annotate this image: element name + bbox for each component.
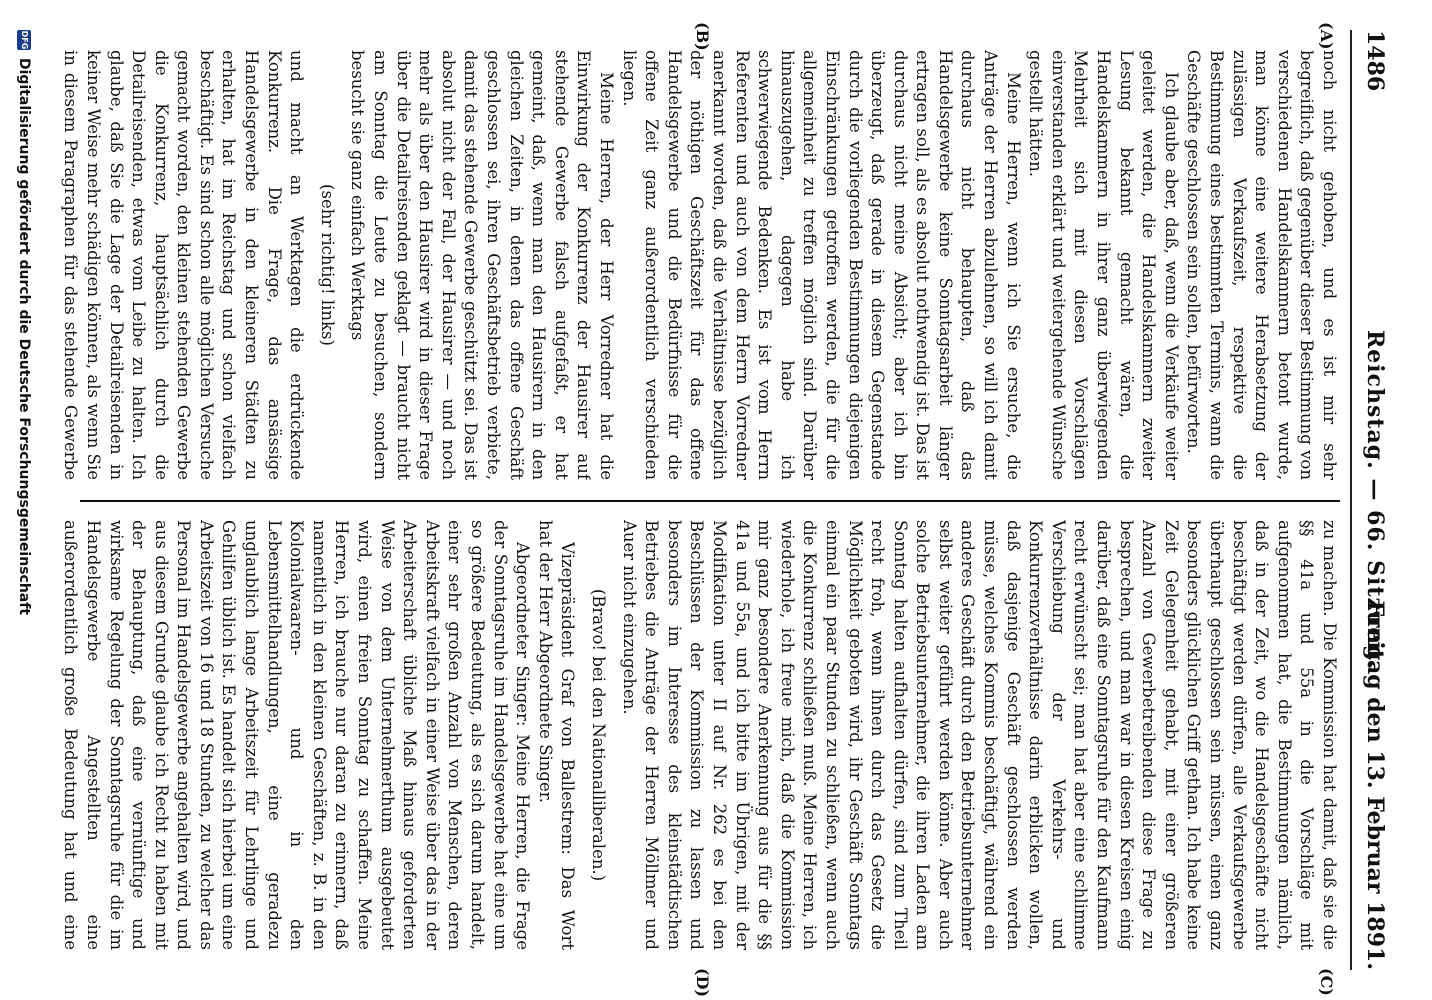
- margin-mark-d: (D): [693, 968, 712, 998]
- dfg-logo: DFG: [17, 30, 31, 50]
- credit-text: Digitalisierung gefördert durch die Deutsche Forschungsgemeinschaft: [16, 58, 32, 616]
- margin-mark-b: (B): [693, 22, 712, 51]
- running-head: Reichstag. — 66. Sitzung.: [1362, 329, 1388, 671]
- paragraph: zu machen. Die Kommission hat damit, daß sie die §§ 41a und 55a in die Vorschläge mit aufgenommen hat, die Bestimmungen nämlich, daß in der Zeit, wo die Handelsgeschäfte nicht beschäftigt werden dürfen, alle Verkaufsgewerbe überhaupt geschlossen sein müssen, einen ganz besonders glücklichen Griff gethan. Ich habe keine Zeit Gelegenheit gehabt, mit einer größeren Anzahl von Gewerbetreibenden diese Frage zu besprechen, und man war in diesen Kreisen einig darüber, daß eine Sonntagsruhe für den Kaufmann recht erwünscht sei; man hat aber eine schlimme Verschiebung der Verkehrs- und Konkurrenzverhältnisse darin erblicken wollen, daß dasjenige Geschäft geschlossen werden müsse, welches Kommis beschäftigt, während ein anderes Geschäft durch den Betriebsunternehmer selbst weiter geführt werden könne. Aber auch solche Betriebsunternehmer, die ihren Laden am Sonntag halten aufhalten dürfen, sind zum Theil recht froh, wenn ihnen durch das Gesetz die Möglichkeit geboten wird, ihr Geschäft Sonntags einmal ein paar Stunden zu schließen, wenn auch die Konkurrenz schließen muß. Meine Herren, ich wiederhole, ich freue mich, daß die Kommission mir ganz besondere Anerkennung aus für die §§ 41a und 55a, und ich bitte im Übrigen, mit der Modifikation unter II auf Nr. 262 es bei den Beschlüssen der Kommission zu lassen und besonders im Interesse des kleinstädtischen Betriebes die Anträge der Herren Möllmer und Auer nicht einzugehen.: [619, 520, 1339, 950]
- paragraph: Vizepräsident Graf von Ballestrem: Das Wort hat der Herr Abgeordnete Singer.: [535, 520, 578, 950]
- date-line: Freitag den 13. Februar 1891.: [1362, 600, 1388, 970]
- column-divider: [80, 500, 1340, 502]
- left-column: [60, 50, 1340, 480]
- paragraph: Meine Herren, der Herr Vorredner hat die Einwirkung der Konkurrenz der Hausirer auf stehende Gewerbe falsch aufgefaßt, er hat gemeint, daß, wenn man den Hausirern in den gleichen Zeiten, in denen das offene Geschäft geschlossen sei, ihren Geschäftsbetrieb verbiete, damit das stehende Gewerbe geschützt sei. Das ist absolut nicht der Fall, der Hausirer — und noch mehr als über den Hausirer wird in dieser Frage über die Detailreisenden geklagt — braucht nicht am Sonntag die Leute zu besuchen, sondern besucht sie ganz einfach Werktags: [348, 50, 616, 480]
- margin-mark-c: (C): [1317, 968, 1336, 996]
- interjection: (sehr richtig! links): [317, 184, 337, 346]
- header-rule: [1350, 30, 1352, 970]
- paragraph: und macht an Werktagen die erdrückende Konkurrenz. Die Frage, das ansässige Handelsgewerbe in den kleineren Städten zu erhalten, hat im Reichstag und schon vielfach beschäftigt. Es sind schon alle möglichen Versuche gemacht worden, den kleinen stehenden Gewerbe die Konkurrenz, hauptsächlich durch die Detailreisenden, etwas vom Leibe zu halten. Ich glaube, daß Sie die Lage der Detailreisenden in keiner Weise mehr schädigen können, als wenn Sie in diesem Paragraphen für das stehende Gewerbe: [61, 50, 307, 480]
- paragraph: Ich glaube aber, daß, wenn die Verkäufe weiter geleitet werden, die Handelskammern zweiter Lesung bekannt gemacht wären, die Handelskammern in ihrer ganz überwiegenden Mehrheit sich mit diesen Vorschlägen einverstanden erklärt und weitergehende Wünsche gestellt hätten.: [1026, 50, 1181, 480]
- margin-mark-a: (A): [1317, 22, 1336, 50]
- paragraph: noch nicht gehoben, und es ist mir sehr begreiflich, daß gegenüber dieser Bestimmung von verschiedenen Handelskammern betont wurde, man könne eine weitere Herabsetzung der zulässigen Verkaufszeit, respektive die Bestimmung eines bestimmten Termins, wann die Geschäfte geschlossen sein sollen, befürworten.: [1184, 50, 1339, 480]
- paragraph: Meine Herren, wenn ich Sie ersuche, die Anträge der Herren abzulehnen, so will ich damit durchaus nicht behaupten, daß das Handelsgewerbe keine Sonntagsarbeit länger ertragen soll, als es absolut nothwendig ist. Das ist durchaus nicht meine Absicht; aber ich bin überzeugt, daß gerade in diesem Gegenstande durch die vorliegenden Bestimmungen diejenigen Einschränkungen getroffen werden, die für die allgemeinheit zu treffen möglich sind. Darüber hinauszugehen, dagegen habe ich schwerwiegende Bedenken. Es ist vom Herrn Referenten und auch von dem Herrn Vorredner anerkannt worden, daß die Verhältnisse bezüglich der nöthigen Geschäftszeit für das offene Handelsgewerbe und die Bedürfnisse für die offene Zeit ganz außerordentlich verschieden liegen.: [619, 50, 1023, 480]
- page-number: 1486: [1362, 30, 1388, 92]
- paragraph: Abgeordneter Singer: Meine Herren, die Frage der Sonntagsruhe im Handelsgewerbe hat eine um so größere Bedeutung, als es sich darum handelt, einer sehr großen Anzahl von Menschen, deren Arbeitskraft vielfach in einer Weise über das in der Arbeiterschaft übliche Maß hinaus geforderten Weise von dem Unternehmerthum ausgebeutet wird, einen freien Sonntag zu schaffen. Meine Herren, ich brauche nur daran zu erinnern, daß namentlich in den kleinen Geschäften, z. B. in den Kolonialwaaren- und in den Lebensmittelhandlungen, eine geradezu unglaublich lange Arbeitszeit für Lehrlinge und Gehilfen üblich ist. Es handelt sich hierbei um eine Arbeitszeit von 16 und 18 Stunden, zu welcher das Personal im Handelsgewerbe angehalten wird, und aus diesem Grunde glaube ich Recht zu haben mit der Behauptung, daß eine vernünftige und wirksame Regelung der Sonntagsruhe für die im Handelsgewerbe Angestellten eine außerordentlich große Bedeutung hat und eine: [61, 520, 533, 950]
- right-column: [60, 520, 1340, 950]
- digitization-credit: [16, 30, 32, 615]
- interjection: (Bravo! bei den Nationalliberalen.): [589, 588, 608, 882]
